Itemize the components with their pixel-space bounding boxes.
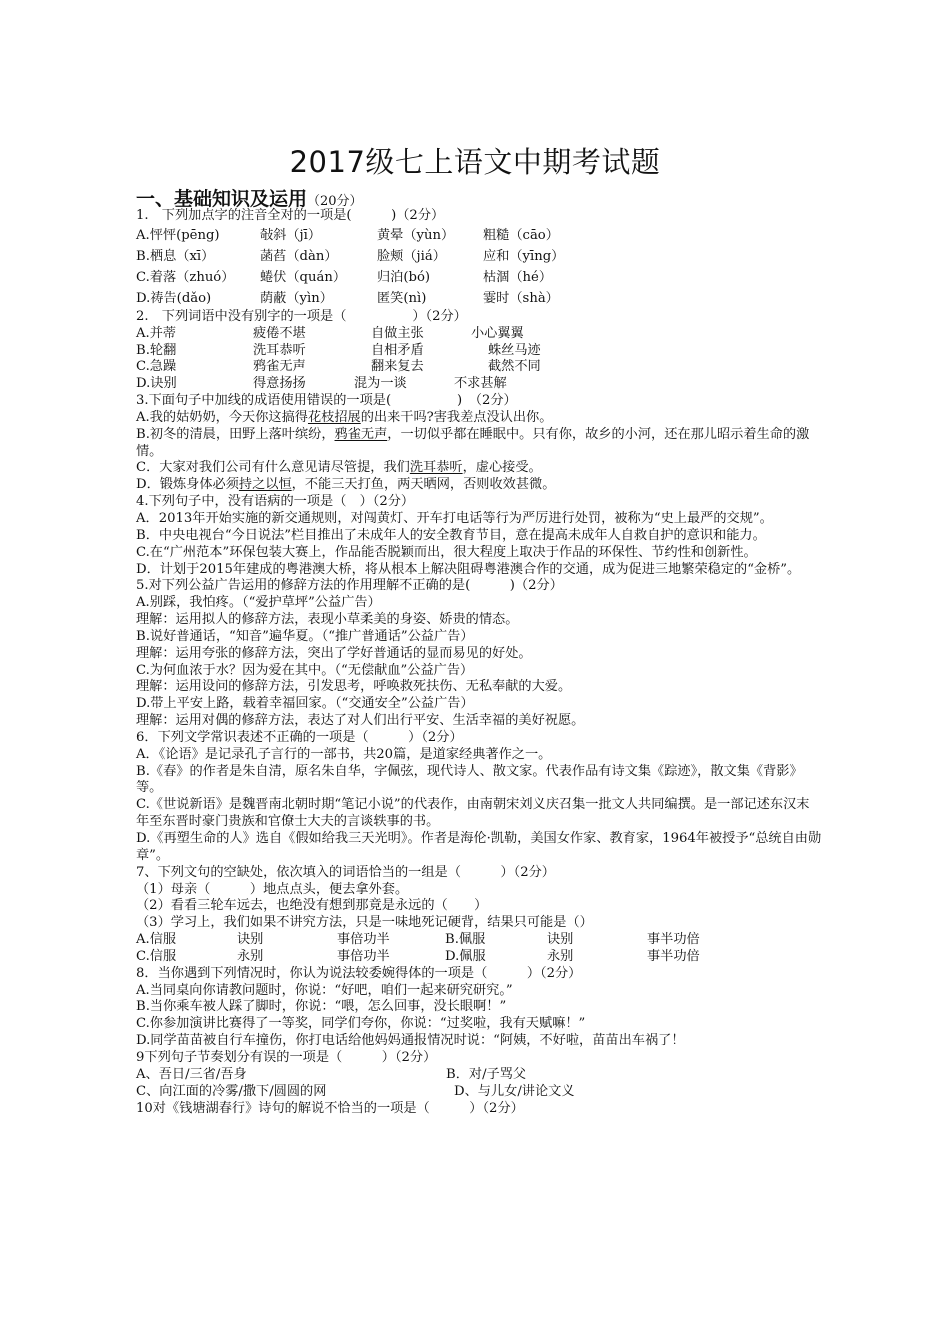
question-7-option: A.信服 诀别 事倍功半 B.佩服 诀别 事半功倍 bbox=[136, 932, 700, 948]
question-6-option-b: B.《春》的作者是朱自清，原名朱自华，字佩弦，现代诗人、散文家。代表作品有诗文集《踪迹》，散文集《背影》等。 bbox=[136, 763, 803, 796]
question-4-option-d: D．计划于2015年建成的粤港澳大桥，将从根本上解决阻碍粤港澳合作的交通，成为促进三地繁荣稳定的“金桥”。 bbox=[136, 561, 801, 577]
question-5-line: 理解：运用夸张的修辞方法，突出了学好普通话的显而易见的好处。 bbox=[136, 645, 532, 661]
question-body bbox=[136, 208, 822, 1117]
question-2-option: B.轮翻 洗耳恭听 自相矛盾 蛛丝马迹 bbox=[136, 342, 541, 358]
question-4-option-b: B．中央电视台“今日说法”栏目推出了未成年人的安全教育节目，意在提高未成年人自救自护的意识和能力。 bbox=[136, 527, 766, 543]
question-8-option-c: C.你参加演讲比赛得了一等奖，同学们夸你，你说：“过奖啦，我有天赋嘛！” bbox=[136, 1016, 586, 1032]
question-4-option-c: C.在“广州范本”环保包装大赛上，作品能否脱颖而出，很大程度上取决于作品的环保性、节约性和创新性。 bbox=[136, 544, 757, 560]
question-2-option: A.并蒂 疲倦不堪 自做主张 小心翼翼 bbox=[136, 325, 524, 341]
question-5-stem: 5.对下列公益广告运用的修辞方法的作用理解不正确的是( )（2分） bbox=[136, 578, 563, 594]
page-title: 2017级七上语文中期考试题 bbox=[289, 145, 661, 179]
question-3-option-c: C．大家对我们公司有什么意见请尽管提，我们洗耳恭听，虚心接受。 bbox=[136, 460, 542, 476]
question-5-line: C.为何血浓于水？因为爱在其中。（“无偿献血”公益广告） bbox=[136, 662, 474, 678]
question-5-line: B.说好普通话，“知音”遍华夏。（“推广普通话”公益广告） bbox=[136, 628, 474, 644]
question-3-stem: 3.下面句子中加线的成语使用错误的一项是( ) （2分） bbox=[136, 393, 517, 409]
question-2-option: D.诀别 得意扬扬 混为一谈 不求甚解 bbox=[136, 376, 507, 392]
question-8-stem: 8．当你遇到下列情况时，你认为说法较委婉得体的一项是（ ）（2分） bbox=[136, 965, 582, 981]
question-1-option: A.怦怦(pēng) 敧斜（jī） 黄晕（yùn） 粗糙（cāo） bbox=[136, 227, 559, 243]
question-2-option: C.急躁 鸦雀无声 翻来复去 截然不同 bbox=[136, 359, 541, 375]
question-4-option-a: A．2013年开始实施的新交通规则，对闯黄灯、开车打电话等行为严厉进行处罚，被称为“史上最严的交规”。 bbox=[136, 510, 773, 526]
question-2-stem: 2. 下列词语中没有别字的一项是（ ）（2分） bbox=[136, 308, 467, 324]
question-7-option: C.信服 永别 事倍功半 D.佩服 永别 事半功倍 bbox=[136, 948, 700, 964]
question-3-option-d: D．锻炼身体必须持之以恒，不能三天打鱼，两天晒网，否则收效甚微。 bbox=[136, 477, 556, 493]
question-7-sentence: （2）看看三轮车远去，也绝没有想到那竟是永远的（ ） bbox=[136, 898, 488, 914]
question-3-option-a: A.我的姑奶奶，今天你这搞得花枝招展的出来干吗?害我差点没认出你。 bbox=[136, 409, 553, 425]
question-6-option-d: D.《再塑生命的人》选自《假如给我三天光明》。作者是海伦·凯勒，美国女作家、教育家，1964年被授予“总统自由勋章”。 bbox=[136, 831, 822, 863]
question-8-option-a: A.当同桌向你请教问题时，你说：“好吧，咱们一起来研究研究。” bbox=[136, 982, 513, 998]
question-1-option: C.着落（zhuó） 蜷伏（quán） 归泊(bó) 枯涸（hé） bbox=[136, 269, 553, 285]
question-1-stem: 1. 下列加点字的注音全对的一项是( )（2分） bbox=[136, 208, 445, 223]
question-4-stem: 4.下列句子中，没有语病的一项是（ ）（2分） bbox=[136, 494, 415, 510]
question-8-option-d: D.同学苗苗被自行车撞伤，你打电话给他妈妈通报情况时说：“阿姨，不好啦，苗苗出车祸了！ bbox=[136, 1033, 685, 1049]
question-6-stem: 6．下列文学常识表述不正确的一项是（ ）（2分） bbox=[136, 729, 463, 745]
question-10-stem: 10对《钱塘湖春行》诗句的解说不恰当的一项是（ ）（2分） bbox=[136, 1100, 524, 1116]
section-heading-text: 一、基础知识及运用 bbox=[136, 188, 308, 210]
question-7-sentence: （3）学习上，我们如果不讲究方法，只是一味地死记硬背，结果只可能是（） bbox=[136, 915, 593, 931]
question-9-option: A、吾日/三省/吾身 B．对/子骂父 bbox=[136, 1066, 527, 1082]
question-3-option-b: B.初冬的清晨，田野上落叶缤纷，鸦雀无声，一切似乎都在睡眠中。只有你，故乡的小河，还在那儿昭示着生命的激情。 bbox=[136, 426, 810, 459]
question-9-stem: 9下列句子节奏划分有误的一项是（ ）（2分） bbox=[136, 1049, 437, 1065]
question-6-option-c: C.《世说新语》是魏晋南北朝时期“笔记小说”的代表作，由南朝宋刘义庆召集一批文人共同编撰。是一部记述东汉末年至东晋时豪门贵族和官僚士大夫的言谈轶事的书。 bbox=[136, 797, 810, 830]
question-1-option: B.栖息（xī） 菡萏（dàn） 脸颊（jiá） 应和（yīng） bbox=[136, 248, 565, 264]
question-7-stem: 7、下列文句的空缺处，依次填入的词语恰当的一组是（ ）（2分） bbox=[136, 864, 555, 880]
question-5-line: D.带上平安上路，载着幸福回家。（“交通安全”公益广告） bbox=[136, 696, 474, 712]
question-7-sentence: （1）母亲（ ）地点点头，便去拿外套。 bbox=[136, 881, 409, 897]
question-5-line: A.别踩，我怕疼。（“爱护草坪”公益广告） bbox=[136, 595, 381, 611]
section-score: （20分） bbox=[307, 194, 363, 209]
question-8-option-b: B.当你乘车被人踩了脚时，你说：“喂，怎么回事，没长眼啊！” bbox=[136, 999, 507, 1015]
question-9-option: C、向江面的冷雾/撒下/圆圆的网 D、与儿女/讲论文义 bbox=[136, 1083, 575, 1099]
question-1-option: D.祷告(dǎo) 荫蔽（yìn） 匿笑(nì) 霎时（shà） bbox=[136, 290, 559, 306]
question-5-line: 理解：运用设问的修辞方法，引发思考，呼唤救死扶伤、无私奉献的大爱。 bbox=[136, 679, 572, 695]
question-5-line: 理解：运用对偶的修辞方法，表达了对人们出行平安、生活幸福的美好祝愿。 bbox=[136, 713, 585, 729]
question-6-option-a: A．《论语》是记录孔子言行的一部书，共20篇，是道家经典著作之一。 bbox=[136, 746, 552, 762]
question-5-line: 理解：运用拟人的修辞方法，表现小草柔美的身姿、娇贵的情态。 bbox=[136, 612, 519, 628]
